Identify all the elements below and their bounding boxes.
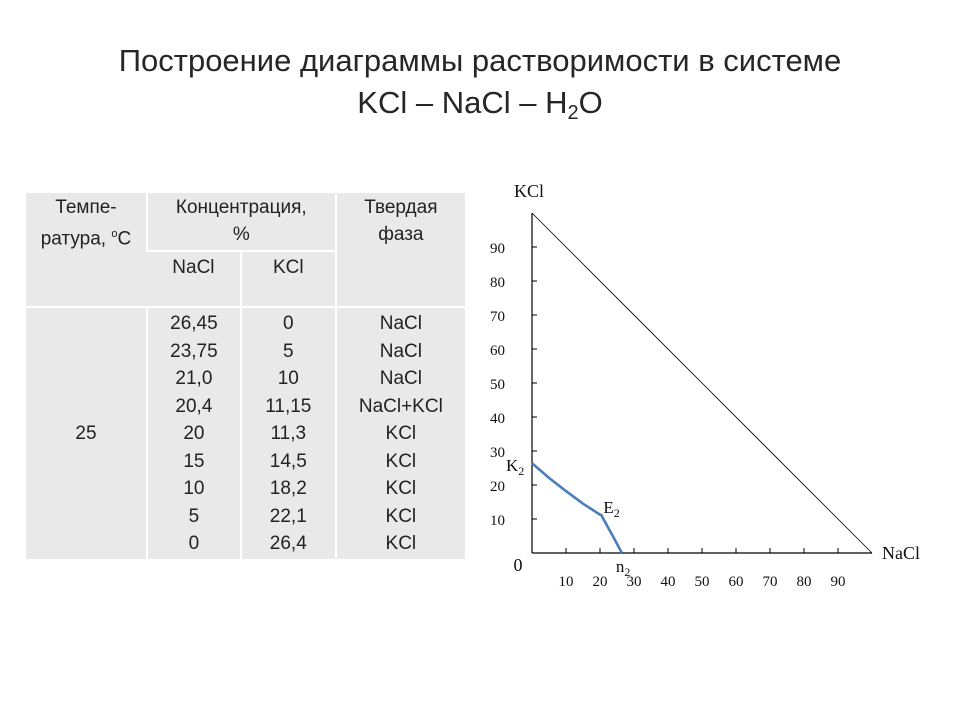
nacl-value: 15: [183, 450, 205, 472]
y-tick-label: 20: [490, 479, 505, 495]
y-tick-label: 40: [490, 411, 505, 427]
point-k2-label-letter: K: [506, 456, 519, 476]
y-tick-label: 90: [490, 241, 505, 257]
header-temperature-line1: Темпе-: [55, 197, 117, 218]
point-e2-label: [603, 498, 619, 520]
point-n2-label: [616, 557, 631, 579]
nacl-value: 26,45: [170, 313, 218, 334]
kcl-value: 10: [277, 368, 299, 389]
nacl-value: 23,75: [170, 340, 218, 362]
header-nacl: NaCl: [147, 251, 241, 307]
cell-temperature: 25: [26, 307, 147, 559]
phase-value: KCl: [385, 505, 417, 527]
header-temperature-line2: [30, 221, 142, 252]
phase-value: KCl: [385, 478, 417, 499]
nacl-value: 21,0: [175, 368, 213, 389]
nacl-value: 20: [183, 423, 205, 444]
x-tick-label: 60: [728, 574, 744, 590]
header-concentration-line2: %: [232, 224, 250, 245]
point-k2-label-subscript: 2: [518, 464, 525, 479]
x-tick-label: 80: [796, 574, 812, 590]
header-solid-phase: [336, 193, 465, 307]
title-line-2: [0, 82, 960, 134]
y-tick-label: 10: [490, 513, 505, 529]
nacl-value: 20,4: [175, 395, 213, 417]
x-tick-label: 50: [694, 574, 710, 590]
cell-phase-values: [336, 307, 465, 559]
x-tick-label: 70: [762, 574, 778, 590]
point-e2-label-letter: E: [603, 498, 614, 518]
y-tick-label: 50: [490, 377, 505, 393]
header-temperature-unit: С: [117, 228, 132, 250]
x-tick-label: 90: [830, 574, 846, 590]
x-tick-label: 40: [660, 574, 676, 590]
phase-value: KCl: [385, 423, 417, 444]
point-e2-label-subscript: 2: [613, 506, 620, 521]
title-formula-suffix: O: [578, 85, 603, 120]
phase-value: NaCl+KCl: [358, 395, 443, 417]
header-solid-phase-line1: Твердая: [364, 197, 438, 218]
x-tick-label: 20: [592, 574, 608, 590]
y-tick-label: 70: [490, 309, 505, 325]
solubility-table: [26, 193, 465, 559]
phase-value: NaCl: [379, 368, 422, 389]
header-kcl: KCl: [241, 251, 336, 307]
y-axis-title: KCl: [514, 181, 545, 201]
cell-nacl-values: [147, 307, 241, 559]
point-n2-label-letter: n: [615, 557, 625, 576]
header-concentration-line1: Концентрация,: [175, 197, 307, 218]
table-header-row: [26, 193, 465, 251]
phase-value: NaCl: [379, 340, 422, 362]
kcl-value: 5: [283, 340, 294, 362]
cell-kcl-values: [241, 307, 336, 559]
nacl-value: 5: [188, 505, 200, 527]
origin-label: 0: [513, 555, 523, 575]
title-formula-subscript: 2: [567, 102, 579, 124]
nacl-value: 10: [183, 478, 205, 499]
page-title: [0, 40, 960, 134]
x-axis-title: NaCl: [882, 543, 920, 563]
phase-value: NaCl: [379, 313, 422, 334]
x-tick-label: 10: [558, 574, 574, 590]
header-solid-phase-line2: фаза: [378, 224, 424, 245]
header-temperature-degree: о: [111, 228, 118, 240]
title-line-1: Построение диаграммы растворимости в системе: [118, 43, 842, 78]
y-tick-label: 80: [490, 275, 505, 291]
point-k2-label: [506, 456, 524, 478]
title-formula-prefix: KCl – NaCl – H: [357, 85, 568, 120]
kcl-value: 0: [283, 313, 294, 334]
nacl-value: 0: [188, 533, 200, 554]
kcl-value: 22,1: [269, 505, 307, 527]
hypotenuse-line: [532, 213, 872, 553]
y-tick-label: 60: [490, 343, 505, 359]
table-row: [26, 307, 465, 559]
header-temperature-word: ратура,: [40, 228, 112, 250]
point-n2-label-subscript: 2: [624, 565, 631, 579]
kcl-value: 18,2: [269, 478, 307, 499]
kcl-value: 11,3: [270, 423, 307, 444]
y-tick-label: 30: [490, 445, 505, 461]
header-concentration: [147, 193, 336, 251]
kcl-value: 14,5: [269, 450, 307, 472]
kcl-value: 11,15: [265, 395, 312, 417]
kcl-value: 26,4: [269, 533, 307, 554]
phase-value: KCl: [385, 450, 417, 472]
solubility-diagram: [480, 175, 950, 615]
phase-value: KCl: [385, 533, 417, 554]
header-temperature: [26, 193, 147, 307]
x-tick-label: 30: [626, 574, 642, 590]
